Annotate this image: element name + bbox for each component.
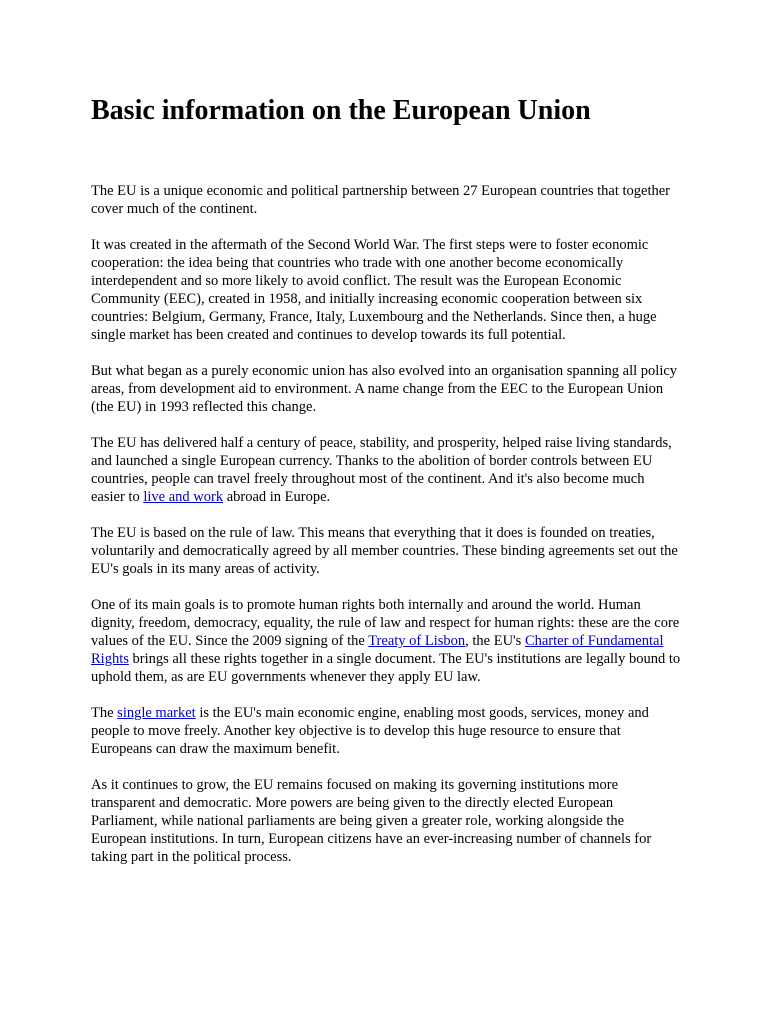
paragraph-history: It was created in the aftermath of the Second World War. The first steps were to foster economic cooperation: the idea being that countries who trade with one another become economically interdependent and so more likely to avoid conflict. The result was the European Economic Community (EEC), created in 1958, and initially increasing economic cooperation between six countries: Belgium, Germany, France, Italy, Luxembourg and the Netherlands. Since then, a huge single market has been created and continues to develop towards its full potential. — [91, 237, 657, 343]
paragraph-single-market-text-2: is the EU's main economic engine, enabling most goods, services, money and people to move freely. Another key objective is to develop this huge resource to ensure that Europeans can draw the maximum benefit. — [91, 705, 649, 757]
paragraph-achievements-text-2: abroad in Europe. — [223, 489, 331, 505]
paragraph-single-market — [91, 704, 681, 758]
page-title: Basic information on the European Union — [91, 95, 591, 126]
paragraph-evolution: But what began as a purely economic union has also evolved into an organisation spanning all policy areas, from development aid to environment. A name change from the EEC to the European Union (the EU) in 1993 reflected this change. — [91, 363, 678, 415]
charter-of-fundamental-rights-link[interactable]: Charter of Fundamental Rights — [91, 633, 664, 667]
paragraph-achievements — [91, 434, 681, 506]
treaty-of-lisbon-link[interactable]: Treaty of Lisbon — [368, 633, 466, 649]
paragraph-human-rights — [91, 596, 681, 686]
live-and-work-link[interactable]: live and work — [143, 489, 224, 505]
article-body — [91, 182, 681, 884]
single-market-link[interactable]: single market — [117, 705, 196, 721]
paragraph-human-rights-text-1: One of its main goals is to promote human rights both internally and around the world. Human dignity, freedom, democracy, equality, the rule of law and respect for human rights: these are the core values of the EU. Since the 2009 signing of the — [91, 597, 680, 649]
paragraph-human-rights-text-2: , the EU's — [465, 633, 525, 649]
paragraph-intro: The EU is a unique economic and political partnership between 27 European countries that together cover much of the continent. — [91, 183, 671, 217]
paragraph-human-rights-text-3: brings all these rights together in a single document. The EU's institutions are legally bound to uphold them, as are EU governments whenever they apply EU law. — [91, 651, 681, 685]
paragraph-achievements-text-1: The EU has delivered half a century of peace, stability, and prosperity, helped raise living standards, and launched a single European currency. Thanks to the abolition of border controls between EU countries, people can travel freely throughout most of the continent. And it's also become much easier to — [91, 435, 672, 505]
paragraph-democracy: As it continues to grow, the EU remains focused on making its governing institutions more transparent and democratic. More powers are being given to the directly elected European Parliament, while national parliaments are being given a greater role, working alongside the European institutions. In turn, European citizens have an ever-increasing number of channels for taking part in the political process. — [91, 777, 652, 865]
paragraph-single-market-text-1: The — [91, 705, 118, 721]
paragraph-rule-of-law: The EU is based on the rule of law. This means that everything that it does is founded on treaties, voluntarily and democratically agreed by all member countries. These binding agreements set out the EU's goals in its many areas of activity. — [91, 525, 678, 577]
